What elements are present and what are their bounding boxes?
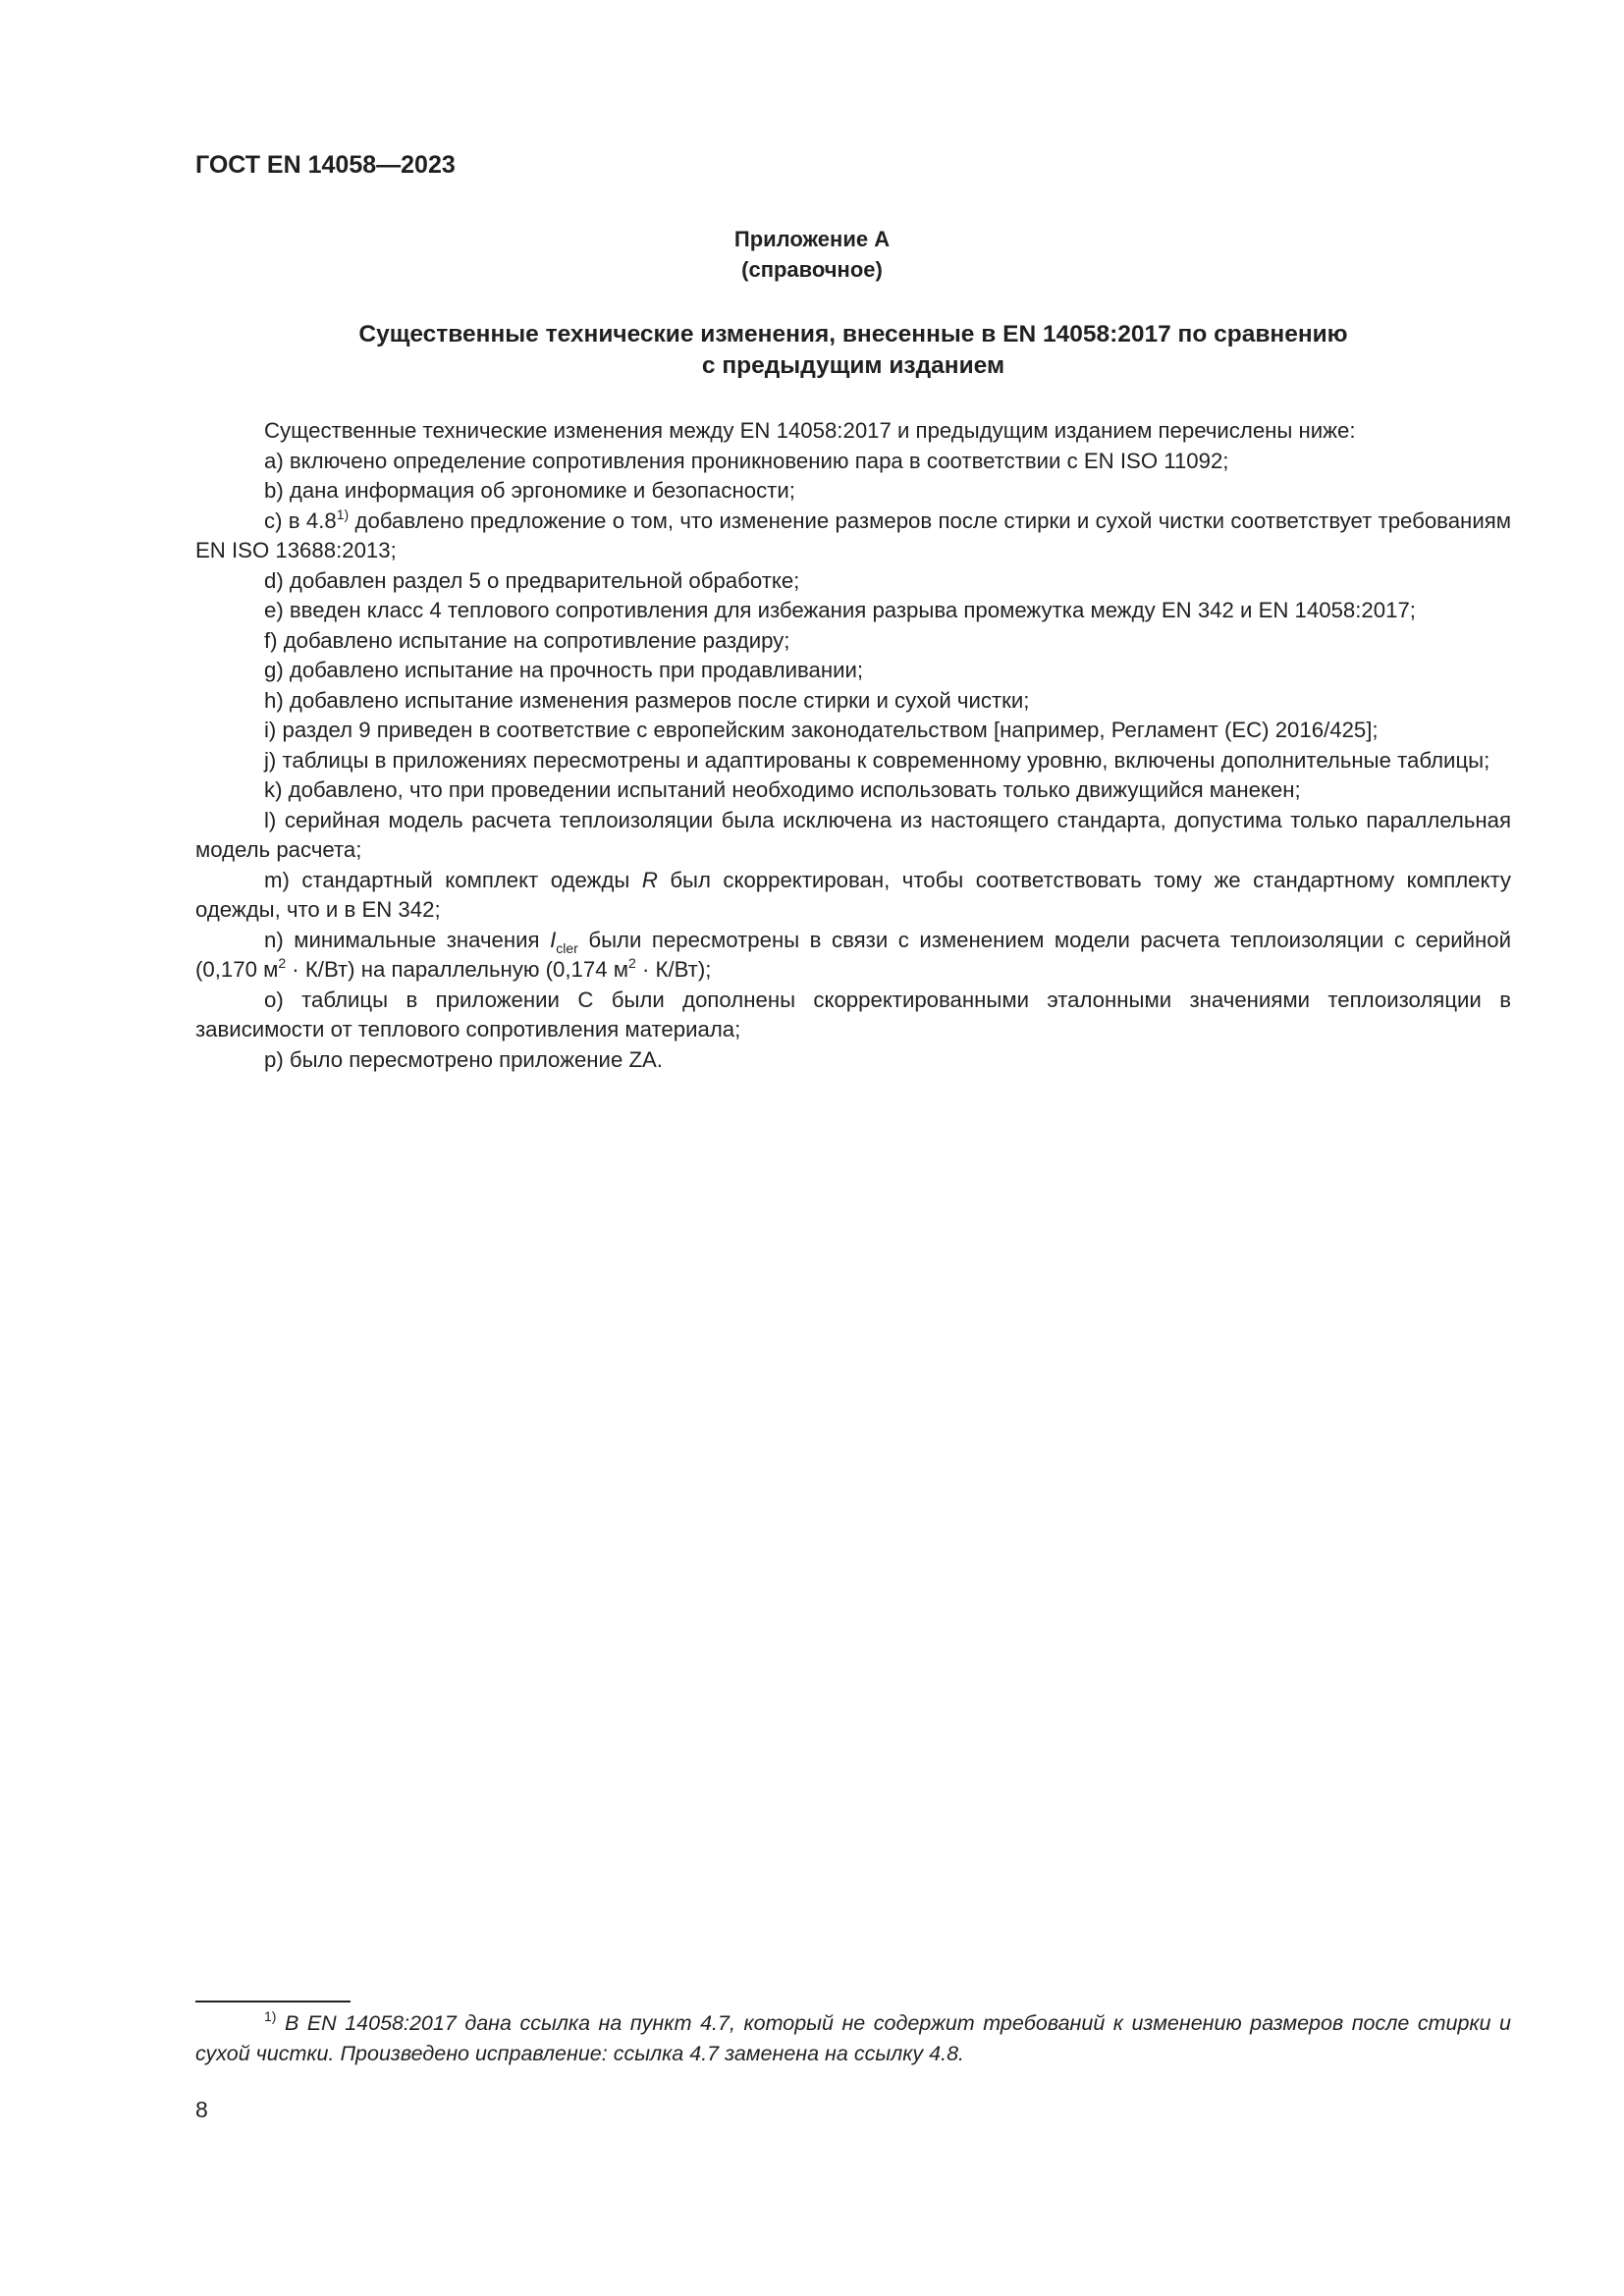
- list-item-o: о) таблицы в приложении С были дополнены скорректированными эталонными значениями теплоизоляции в зависимости от теплового сопротивления материала;: [195, 987, 1511, 1041]
- item-n-text-mid-1: были пересмотрены в связи с изменением модели расчета теплоизоляции с серийной (0,170 м: [195, 927, 1511, 982]
- list-item-e: е) введен класс 4 теплового сопротивления для избежания разрыва промежутка между EN 342 и EN 14058:2017;: [264, 598, 1416, 622]
- list-item-c: [195, 507, 1511, 566]
- footnote-reference: 1): [336, 506, 350, 522]
- heading-line-2: с предыдущим изданием: [701, 352, 1005, 379]
- intro-paragraph: Существенные технические изменения между EN 14058:2017 и предыдущим изданием перечислены ниже:: [264, 418, 1356, 443]
- footnote-separator: [195, 2001, 351, 2002]
- section-heading: [195, 319, 1511, 382]
- list-item-f: f) добавлено испытание на сопротивление раздиру;: [264, 627, 790, 653]
- annex-title: Приложение А: [733, 227, 891, 251]
- unit-exponent-1: 2: [278, 955, 287, 971]
- list-item-l: l) серийная модель расчета теплоизоляции была исключена из настоящего стандарта, допустима только параллельная модель расчета;: [195, 807, 1511, 862]
- footnote-mark: 1): [264, 2008, 277, 2024]
- list-item-g: g) добавлено испытание на прочность при продавливании;: [264, 658, 864, 682]
- document-code: ГОСТ EN 14058—2023: [195, 151, 456, 179]
- list-item-i: i) раздел 9 приведен в соответствие с европейским законодательством [например, Регламент (ЕС) 2016/425];: [264, 718, 1379, 742]
- item-n-text-end: · К/Вт);: [635, 957, 712, 982]
- list-item-n: [195, 926, 1511, 986]
- page-number: 8: [195, 2097, 208, 2122]
- list-item-h: h) добавлено испытание изменения размеров после стирки и сухой чистки;: [264, 687, 1030, 713]
- heading-line-1: Существенные технические изменения, внесенные в EN 14058:2017 по сравнению: [358, 321, 1348, 347]
- list-item-p: р) было пересмотрено приложение ZA.: [264, 1046, 663, 1072]
- item-c-text-end: добавлено предложение о том, что изменение размеров после стирки и сухой чистки соответствует требованиям EN ISO 13688:2013;: [195, 507, 1511, 562]
- changes-list: [195, 416, 1511, 1075]
- item-m-text-end: был скорректирован, чтобы соответствовать тому же стандартному комплекту одежды, что и в EN 342;: [195, 867, 1511, 922]
- item-n-text-start: n) минимальные значения: [264, 927, 551, 952]
- symbol-r: R: [641, 867, 658, 892]
- list-item-j: j) таблицы в приложениях пересмотрены и адаптированы к современному уровню, включены дополнительные таблицы;: [264, 747, 1490, 773]
- list-item-m: [195, 866, 1511, 926]
- footnote: [195, 2008, 1511, 2068]
- symbol-i-subscript: cler: [556, 939, 578, 956]
- list-item-a: а) включено определение сопротивления проникновению пара в соответствии с EN ISO 11092;: [264, 448, 1229, 473]
- item-c-text-start: с) в 4.8: [264, 507, 337, 533]
- list-item-d: d) добавлен раздел 5 о предварительной обработке;: [264, 567, 800, 593]
- item-n-text-mid-2: · К/Вт) на параллельную (0,174 м: [286, 957, 628, 982]
- annex-subtitle: (справочное): [741, 257, 883, 282]
- item-m-text-start: m) стандартный комплект одежды: [264, 867, 642, 892]
- symbol-i: I: [550, 927, 557, 952]
- list-item-k: k) добавлено, что при проведении испытаний необходимо использовать только движущийся манекен;: [264, 777, 1301, 802]
- unit-exponent-2: 2: [628, 955, 636, 971]
- footnote-text: В EN 14058:2017 дана ссылка на пункт 4.7, который не содержит требований к изменению размеров после стирки и сухой чистки. Произведено исправление: ссылка 4.7 заменена на ссылку 4.8.: [195, 2011, 1511, 2065]
- list-item-b: b) дана информация об эргономике и безопасности;: [264, 478, 795, 503]
